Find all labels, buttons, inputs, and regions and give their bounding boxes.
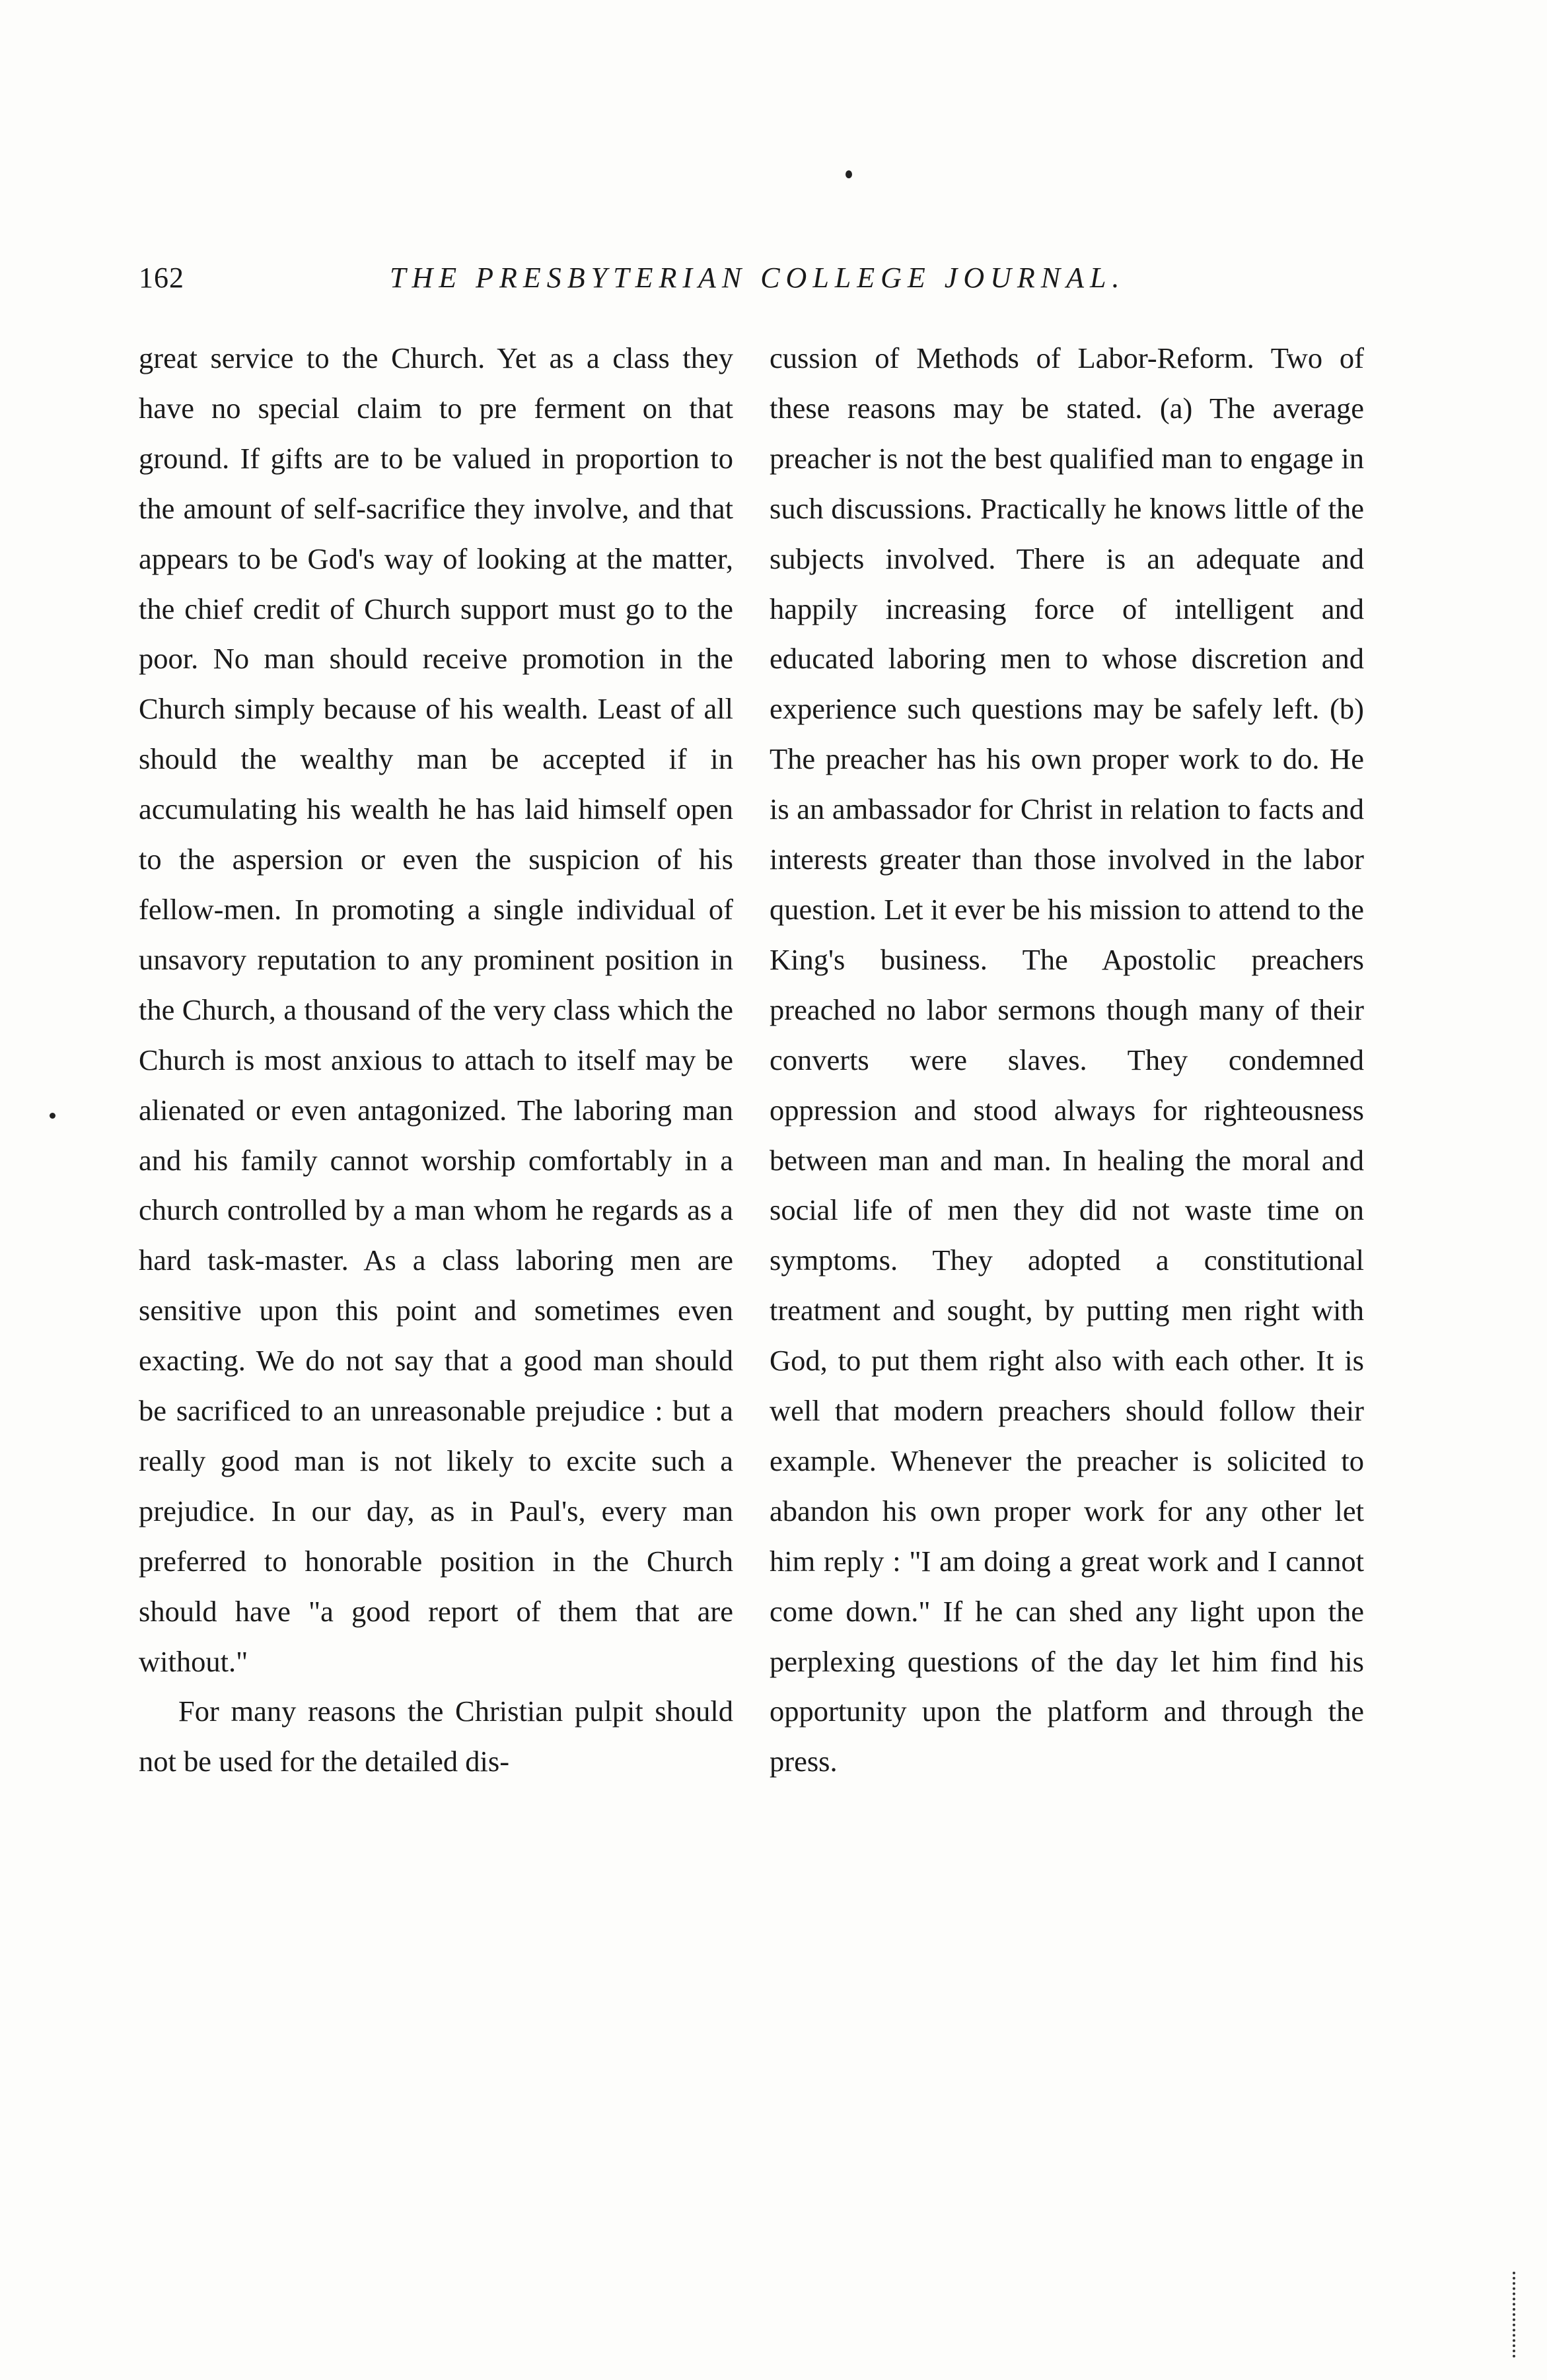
- paragraph: cussion of Methods of Labor-Reform. Two of these reasons may be stated. (a) The average preacher is not the best qualified man to engage in such discussions. Practically he knows little of the subjects involved. There is an adequate and happily increasing force of intelligent and educated laboring men to whose discretion and experience such questions may be safely left. (b) The preacher has his own proper work to do. He is an ambassador for Christ in relation to facts and interests greater than those involved in the labor question. Let it ever be his mission to attend to the King's business. The Apostolic preachers preached no labor sermons though many of their converts were slaves. They condemned oppression and stood always for righteousness between man and man. In healing the moral and social life of men they did not waste time on symptoms. They adopted a constitutional treatment and sought, by putting men right with God, to put them right also with each other. It is well that modern preachers should follow their example. Whenever the preacher is solicited to abandon his own proper work for any other let him reply : "I am doing a great work and I cannot come down." If he can shed any light upon the perplexing questions of the day let him find his opportunity upon the platform and through the press.: [770, 341, 1364, 1778]
- page-number: 162: [139, 262, 184, 294]
- left-column: [139, 333, 733, 1787]
- paragraph: For many reasons the Christian pulpit should not be used for the detailed dis-: [139, 1695, 733, 1778]
- paragraph: great service to the Church. Yet as a class they have no special claim to pre ferment on that ground. If gifts are to be valued in proportion to the amount of self-sacrifice they involve, and that appears to be God's way of looking at the matter, the chief credit of Church support must go to the poor. No man should receive promotion in the Church simply because of his wealth. Least of all should the wealthy man be accepted if in accumulating his wealth he has laid himself open to the aspersion or even the suspicion of his fellow-men. In promoting a single individual of unsavory reputation to any prominent position in the Church, a thousand of the very class which the Church is most anxious to attach to itself may be alienated or even antagonized. The laboring man and his family cannot worship comfortably in a church controlled by a man whom he regards as a hard task-master. As a class laboring men are sensitive upon this point and sometimes even exacting. We do not say that a good man should be sacrificed to an unreasonable prejudice : but a really good man is not likely to excite such a prejudice. In our day, as in Paul's, every man preferred to honorable position in the Church should have "a good report of them that are without.": [139, 341, 733, 1678]
- ink-speck: [50, 1113, 55, 1119]
- running-head: THE PRESBYTERIAN COLLEGE JOURNAL.: [390, 262, 1126, 294]
- right-column: [770, 333, 1364, 1787]
- scan-edge-mark: [1513, 2272, 1519, 2358]
- ink-speck: [845, 170, 852, 178]
- page-header: [139, 261, 1374, 300]
